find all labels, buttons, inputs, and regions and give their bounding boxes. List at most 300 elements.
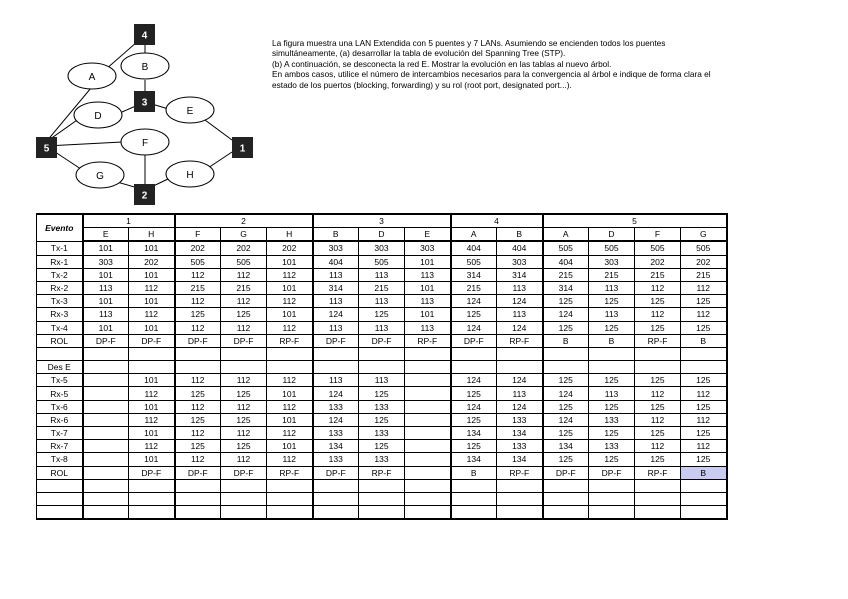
port-header: F — [175, 228, 221, 242]
svg-text:A: A — [88, 72, 96, 83]
table-cell: 125 — [543, 400, 589, 413]
statement-line: La figura muestra una LAN Extendida con 5 puentes y 7 LANs. Asumiendo se encienden todos los puentes — [272, 38, 666, 48]
table-cell: 113 — [589, 308, 635, 321]
table-cell: 124 — [543, 308, 589, 321]
table-cell: 215 — [589, 268, 635, 281]
table-cell — [83, 506, 129, 520]
table-cell: 202 — [267, 241, 313, 255]
table-cell: 133 — [359, 427, 405, 440]
table-cell: 133 — [589, 413, 635, 426]
table-cell — [497, 506, 543, 520]
table-cell: 134 — [451, 427, 497, 440]
port-header: H — [267, 228, 313, 242]
table-row — [37, 334, 727, 347]
table-cell: 303 — [83, 255, 129, 268]
table-cell: 113 — [359, 321, 405, 334]
table-cell: 112 — [129, 440, 175, 453]
table-cell: 113 — [589, 281, 635, 294]
table-cell: 125 — [175, 413, 221, 426]
event-cell: Tx-1 — [37, 241, 83, 255]
table-cell: 112 — [681, 308, 727, 321]
table-cell: 113 — [589, 387, 635, 400]
table-cell — [681, 506, 727, 520]
table-cell — [221, 479, 267, 492]
table-cell — [175, 479, 221, 492]
table-cell: B — [451, 466, 497, 479]
table-cell: 101 — [267, 440, 313, 453]
bridge-5 — [36, 137, 57, 158]
table-cell — [497, 361, 543, 374]
table-cell: 124 — [451, 295, 497, 308]
table-cell — [635, 361, 681, 374]
table-cell: 101 — [405, 281, 451, 294]
table-cell: 113 — [83, 281, 129, 294]
lan-g — [76, 162, 124, 188]
lan-b — [121, 53, 169, 79]
table-cell — [313, 492, 359, 505]
event-cell — [37, 347, 83, 360]
table-cell: RP-F — [497, 334, 543, 347]
table-cell — [681, 361, 727, 374]
port-header: G — [681, 228, 727, 242]
table-row — [37, 295, 727, 308]
bridge-group-header: 2 — [175, 214, 313, 228]
table-cell: 112 — [267, 400, 313, 413]
table-cell — [129, 361, 175, 374]
table-cell: 404 — [543, 255, 589, 268]
table-cell: 113 — [497, 308, 543, 321]
table-cell: 112 — [175, 374, 221, 387]
port-header: E — [83, 228, 129, 242]
table-cell: B — [681, 334, 727, 347]
table-cell — [313, 347, 359, 360]
table-cell: 215 — [359, 281, 405, 294]
table-cell: 124 — [497, 400, 543, 413]
event-cell: Tx-5 — [37, 374, 83, 387]
table-row — [37, 413, 727, 426]
table-cell: 125 — [589, 374, 635, 387]
table-cell — [451, 347, 497, 360]
table-cell: 314 — [543, 281, 589, 294]
table-cell: 314 — [313, 281, 359, 294]
table-cell: 101 — [129, 400, 175, 413]
table-cell — [83, 492, 129, 505]
table-cell: 505 — [451, 255, 497, 268]
table-cell: 113 — [83, 308, 129, 321]
table-cell — [129, 506, 175, 520]
table-cell — [359, 347, 405, 360]
table-cell: 113 — [497, 281, 543, 294]
table-cell: 505 — [175, 255, 221, 268]
table-cell — [129, 347, 175, 360]
table-cell: 112 — [267, 321, 313, 334]
table-cell: RP-F — [267, 466, 313, 479]
table-cell — [635, 347, 681, 360]
table-cell — [589, 492, 635, 505]
table-cell: 101 — [129, 295, 175, 308]
table-cell: DP-F — [129, 334, 175, 347]
port-header: G — [221, 228, 267, 242]
table-cell: 112 — [267, 268, 313, 281]
table-cell — [83, 387, 129, 400]
table-cell: 112 — [635, 281, 681, 294]
table-cell — [681, 479, 727, 492]
table-cell — [451, 479, 497, 492]
event-cell — [37, 479, 83, 492]
table-cell: 112 — [175, 321, 221, 334]
table-cell: 404 — [497, 241, 543, 255]
event-cell: Rx-3 — [37, 308, 83, 321]
svg-text:2: 2 — [141, 190, 148, 202]
port-header: D — [359, 228, 405, 242]
table-cell: 112 — [267, 374, 313, 387]
svg-text:5: 5 — [43, 143, 50, 155]
table-cell — [313, 479, 359, 492]
svg-text:1: 1 — [239, 143, 246, 155]
table-cell: 113 — [313, 321, 359, 334]
table-cell: 505 — [543, 241, 589, 255]
table-cell: 505 — [681, 241, 727, 255]
table-cell: 101 — [267, 255, 313, 268]
table-cell: 101 — [405, 255, 451, 268]
table-cell: 125 — [221, 308, 267, 321]
table-cell — [83, 413, 129, 426]
table-cell — [635, 506, 681, 520]
table-cell: 124 — [497, 295, 543, 308]
table-cell — [451, 506, 497, 520]
table-cell: 134 — [543, 440, 589, 453]
bridge-group-header: 3 — [313, 214, 451, 228]
table-cell: 125 — [681, 321, 727, 334]
lan-f — [121, 129, 169, 155]
table-cell: RP-F — [405, 334, 451, 347]
table-row — [37, 281, 727, 294]
network-diagram — [0, 0, 270, 212]
table-cell: 133 — [313, 400, 359, 413]
statement-line: simultáneamente, (a) desarrollar la tabla de evolución del Spanning Tree (STP). — [272, 48, 566, 59]
table-cell — [405, 440, 451, 453]
table-cell: 101 — [267, 413, 313, 426]
table-cell: 125 — [681, 295, 727, 308]
table-cell — [405, 400, 451, 413]
table-cell: RP-F — [267, 334, 313, 347]
table-cell — [129, 492, 175, 505]
table-cell: 133 — [313, 453, 359, 466]
table-cell: DP-F — [451, 334, 497, 347]
table-cell — [405, 347, 451, 360]
table-cell — [589, 361, 635, 374]
table-cell: 133 — [589, 440, 635, 453]
table-header-bridges — [37, 214, 727, 228]
table-cell — [497, 347, 543, 360]
table-cell: 113 — [359, 268, 405, 281]
table-cell: 133 — [497, 440, 543, 453]
table-cell — [83, 400, 129, 413]
table-cell: 112 — [175, 268, 221, 281]
lan-e — [166, 97, 214, 123]
table-cell — [543, 347, 589, 360]
table-row — [37, 453, 727, 466]
table-cell — [405, 374, 451, 387]
table-cell: 113 — [313, 295, 359, 308]
port-header: A — [451, 228, 497, 242]
table-cell — [83, 374, 129, 387]
svg-text:3: 3 — [141, 97, 148, 109]
event-cell: Des E — [37, 361, 83, 374]
table-cell: 125 — [359, 387, 405, 400]
table-cell — [175, 492, 221, 505]
event-cell: Tx-7 — [37, 427, 83, 440]
table-row — [37, 466, 727, 479]
table-cell: 113 — [359, 374, 405, 387]
table-cell: 215 — [221, 281, 267, 294]
table-cell — [543, 479, 589, 492]
table-cell: 125 — [589, 400, 635, 413]
table-cell — [221, 506, 267, 520]
table-cell: DP-F — [313, 466, 359, 479]
table-cell — [267, 479, 313, 492]
bridge-2 — [134, 184, 155, 205]
table-cell: 112 — [221, 295, 267, 308]
svg-text:4: 4 — [141, 30, 148, 42]
table-row — [37, 479, 727, 492]
stp-evolution-table — [36, 213, 728, 520]
table-cell: 112 — [221, 374, 267, 387]
event-cell: Rx-6 — [37, 413, 83, 426]
table-cell: DP-F — [175, 466, 221, 479]
table-cell: 101 — [83, 241, 129, 255]
table-cell — [405, 506, 451, 520]
table-cell: RP-F — [359, 466, 405, 479]
table-cell — [129, 479, 175, 492]
table-cell: 125 — [681, 400, 727, 413]
table-cell: 125 — [359, 440, 405, 453]
event-cell: Tx-4 — [37, 321, 83, 334]
table-cell: 133 — [359, 453, 405, 466]
table-cell: 112 — [175, 400, 221, 413]
table-cell — [313, 361, 359, 374]
port-header: E — [405, 228, 451, 242]
table-cell: 112 — [221, 400, 267, 413]
table-cell: 125 — [175, 440, 221, 453]
table-cell: 134 — [451, 453, 497, 466]
event-header: Evento — [37, 214, 83, 241]
table-cell — [267, 506, 313, 520]
table-cell: 125 — [635, 427, 681, 440]
table-cell: 303 — [497, 255, 543, 268]
table-cell: 133 — [359, 400, 405, 413]
table-cell: 112 — [129, 387, 175, 400]
table-cell: 101 — [267, 308, 313, 321]
svg-text:F: F — [141, 138, 149, 149]
table-cell: 112 — [681, 281, 727, 294]
table-cell: DP-F — [175, 334, 221, 347]
table-cell: DP-F — [221, 466, 267, 479]
table-cell: 112 — [221, 453, 267, 466]
table-cell — [221, 361, 267, 374]
table-cell — [267, 361, 313, 374]
table-cell: 101 — [267, 281, 313, 294]
table-cell: 125 — [681, 453, 727, 466]
table-cell: 125 — [543, 321, 589, 334]
table-cell: 101 — [405, 308, 451, 321]
table-cell: 113 — [405, 268, 451, 281]
table-row — [37, 387, 727, 400]
port-header: F — [635, 228, 681, 242]
table-cell: 124 — [497, 374, 543, 387]
table-cell — [451, 492, 497, 505]
table-cell: 112 — [129, 308, 175, 321]
table-row — [37, 400, 727, 413]
table-cell: 404 — [451, 241, 497, 255]
table-cell: 112 — [129, 281, 175, 294]
table-cell: 101 — [129, 241, 175, 255]
port-header: D — [589, 228, 635, 242]
table-cell: 202 — [221, 241, 267, 255]
table-cell: 134 — [497, 427, 543, 440]
table-cell: 124 — [313, 308, 359, 321]
table-cell: 101 — [83, 268, 129, 281]
table-cell: 215 — [635, 268, 681, 281]
table-cell — [359, 506, 405, 520]
svg-text:E: E — [186, 106, 194, 117]
table-cell — [405, 427, 451, 440]
table-cell: 134 — [313, 440, 359, 453]
table-cell — [451, 361, 497, 374]
table-cell: 112 — [221, 321, 267, 334]
table-cell: 112 — [175, 427, 221, 440]
table-cell: 125 — [589, 453, 635, 466]
table-cell: 112 — [129, 413, 175, 426]
table-cell: 112 — [175, 453, 221, 466]
table-cell — [405, 492, 451, 505]
table-cell — [635, 479, 681, 492]
table-cell: 113 — [405, 295, 451, 308]
table-cell: 124 — [451, 374, 497, 387]
event-cell — [37, 492, 83, 505]
table-cell: 505 — [359, 255, 405, 268]
table-cell: 202 — [129, 255, 175, 268]
table-cell — [635, 492, 681, 505]
lan-h — [166, 161, 214, 187]
table-row — [37, 427, 727, 440]
table-cell: 125 — [681, 374, 727, 387]
event-cell: Rx-5 — [37, 387, 83, 400]
table-cell: 125 — [221, 440, 267, 453]
bridge-3 — [134, 91, 155, 112]
table-cell — [497, 479, 543, 492]
problem-statement — [272, 38, 822, 90]
table-cell: RP-F — [635, 334, 681, 347]
table-cell: 125 — [451, 308, 497, 321]
table-cell: 303 — [405, 241, 451, 255]
table-cell — [543, 492, 589, 505]
table-cell: 125 — [635, 453, 681, 466]
table-cell: 303 — [589, 255, 635, 268]
table-row — [37, 440, 727, 453]
table-cell: 101 — [83, 321, 129, 334]
table-cell: 113 — [313, 268, 359, 281]
table-cell — [83, 427, 129, 440]
table-cell: 125 — [543, 453, 589, 466]
table-cell: 112 — [267, 453, 313, 466]
table-cell: 112 — [681, 440, 727, 453]
table-row — [37, 506, 727, 520]
table-cell: DP-F — [543, 466, 589, 479]
table-cell — [83, 347, 129, 360]
port-header: A — [543, 228, 589, 242]
svg-text:G: G — [96, 171, 104, 182]
table-cell — [589, 347, 635, 360]
event-cell: ROL — [37, 466, 83, 479]
table-cell: 215 — [543, 268, 589, 281]
table-cell — [221, 492, 267, 505]
table-cell — [83, 466, 129, 479]
table-cell: 133 — [497, 413, 543, 426]
bridge-group-header: 4 — [451, 214, 543, 228]
table-cell: 112 — [175, 295, 221, 308]
bridge-group-header: 5 — [543, 214, 727, 228]
svg-text:B: B — [141, 62, 149, 73]
table-cell — [405, 479, 451, 492]
table-cell: 303 — [313, 241, 359, 255]
table-cell: 112 — [221, 268, 267, 281]
svg-text:H: H — [186, 170, 194, 181]
lan-a — [68, 63, 116, 89]
table-cell: 125 — [589, 321, 635, 334]
event-cell: Tx-8 — [37, 453, 83, 466]
table-row — [37, 241, 727, 255]
table-cell — [589, 479, 635, 492]
table-cell: 133 — [313, 427, 359, 440]
table-cell: 112 — [267, 295, 313, 308]
table-cell: 112 — [221, 427, 267, 440]
table-cell: 101 — [129, 427, 175, 440]
table-cell: DP-F — [313, 334, 359, 347]
table-cell: 125 — [635, 374, 681, 387]
table-cell: 314 — [451, 268, 497, 281]
bridge-group-header: 1 — [83, 214, 175, 228]
table-cell — [681, 347, 727, 360]
table-cell: 124 — [451, 321, 497, 334]
table-cell: 101 — [129, 453, 175, 466]
event-cell: Rx-1 — [37, 255, 83, 268]
table-cell: DP-F — [129, 466, 175, 479]
table-cell: 112 — [267, 427, 313, 440]
table-cell: 125 — [359, 308, 405, 321]
table-cell: 215 — [175, 281, 221, 294]
table-cell — [267, 492, 313, 505]
table-cell: 112 — [635, 387, 681, 400]
table-cell: DP-F — [589, 466, 635, 479]
table-cell: 125 — [543, 295, 589, 308]
table-cell: 303 — [359, 241, 405, 255]
table-cell — [681, 492, 727, 505]
table-cell: 505 — [635, 241, 681, 255]
table-cell — [543, 506, 589, 520]
table-row — [37, 308, 727, 321]
table-cell: 112 — [681, 387, 727, 400]
table-row — [37, 255, 727, 268]
table-cell: 112 — [635, 413, 681, 426]
port-header: H — [129, 228, 175, 242]
port-header: B — [497, 228, 543, 242]
table-cell: 125 — [589, 295, 635, 308]
table-cell: 101 — [129, 268, 175, 281]
table-cell — [83, 479, 129, 492]
table-cell: 202 — [175, 241, 221, 255]
table-cell: 124 — [497, 321, 543, 334]
